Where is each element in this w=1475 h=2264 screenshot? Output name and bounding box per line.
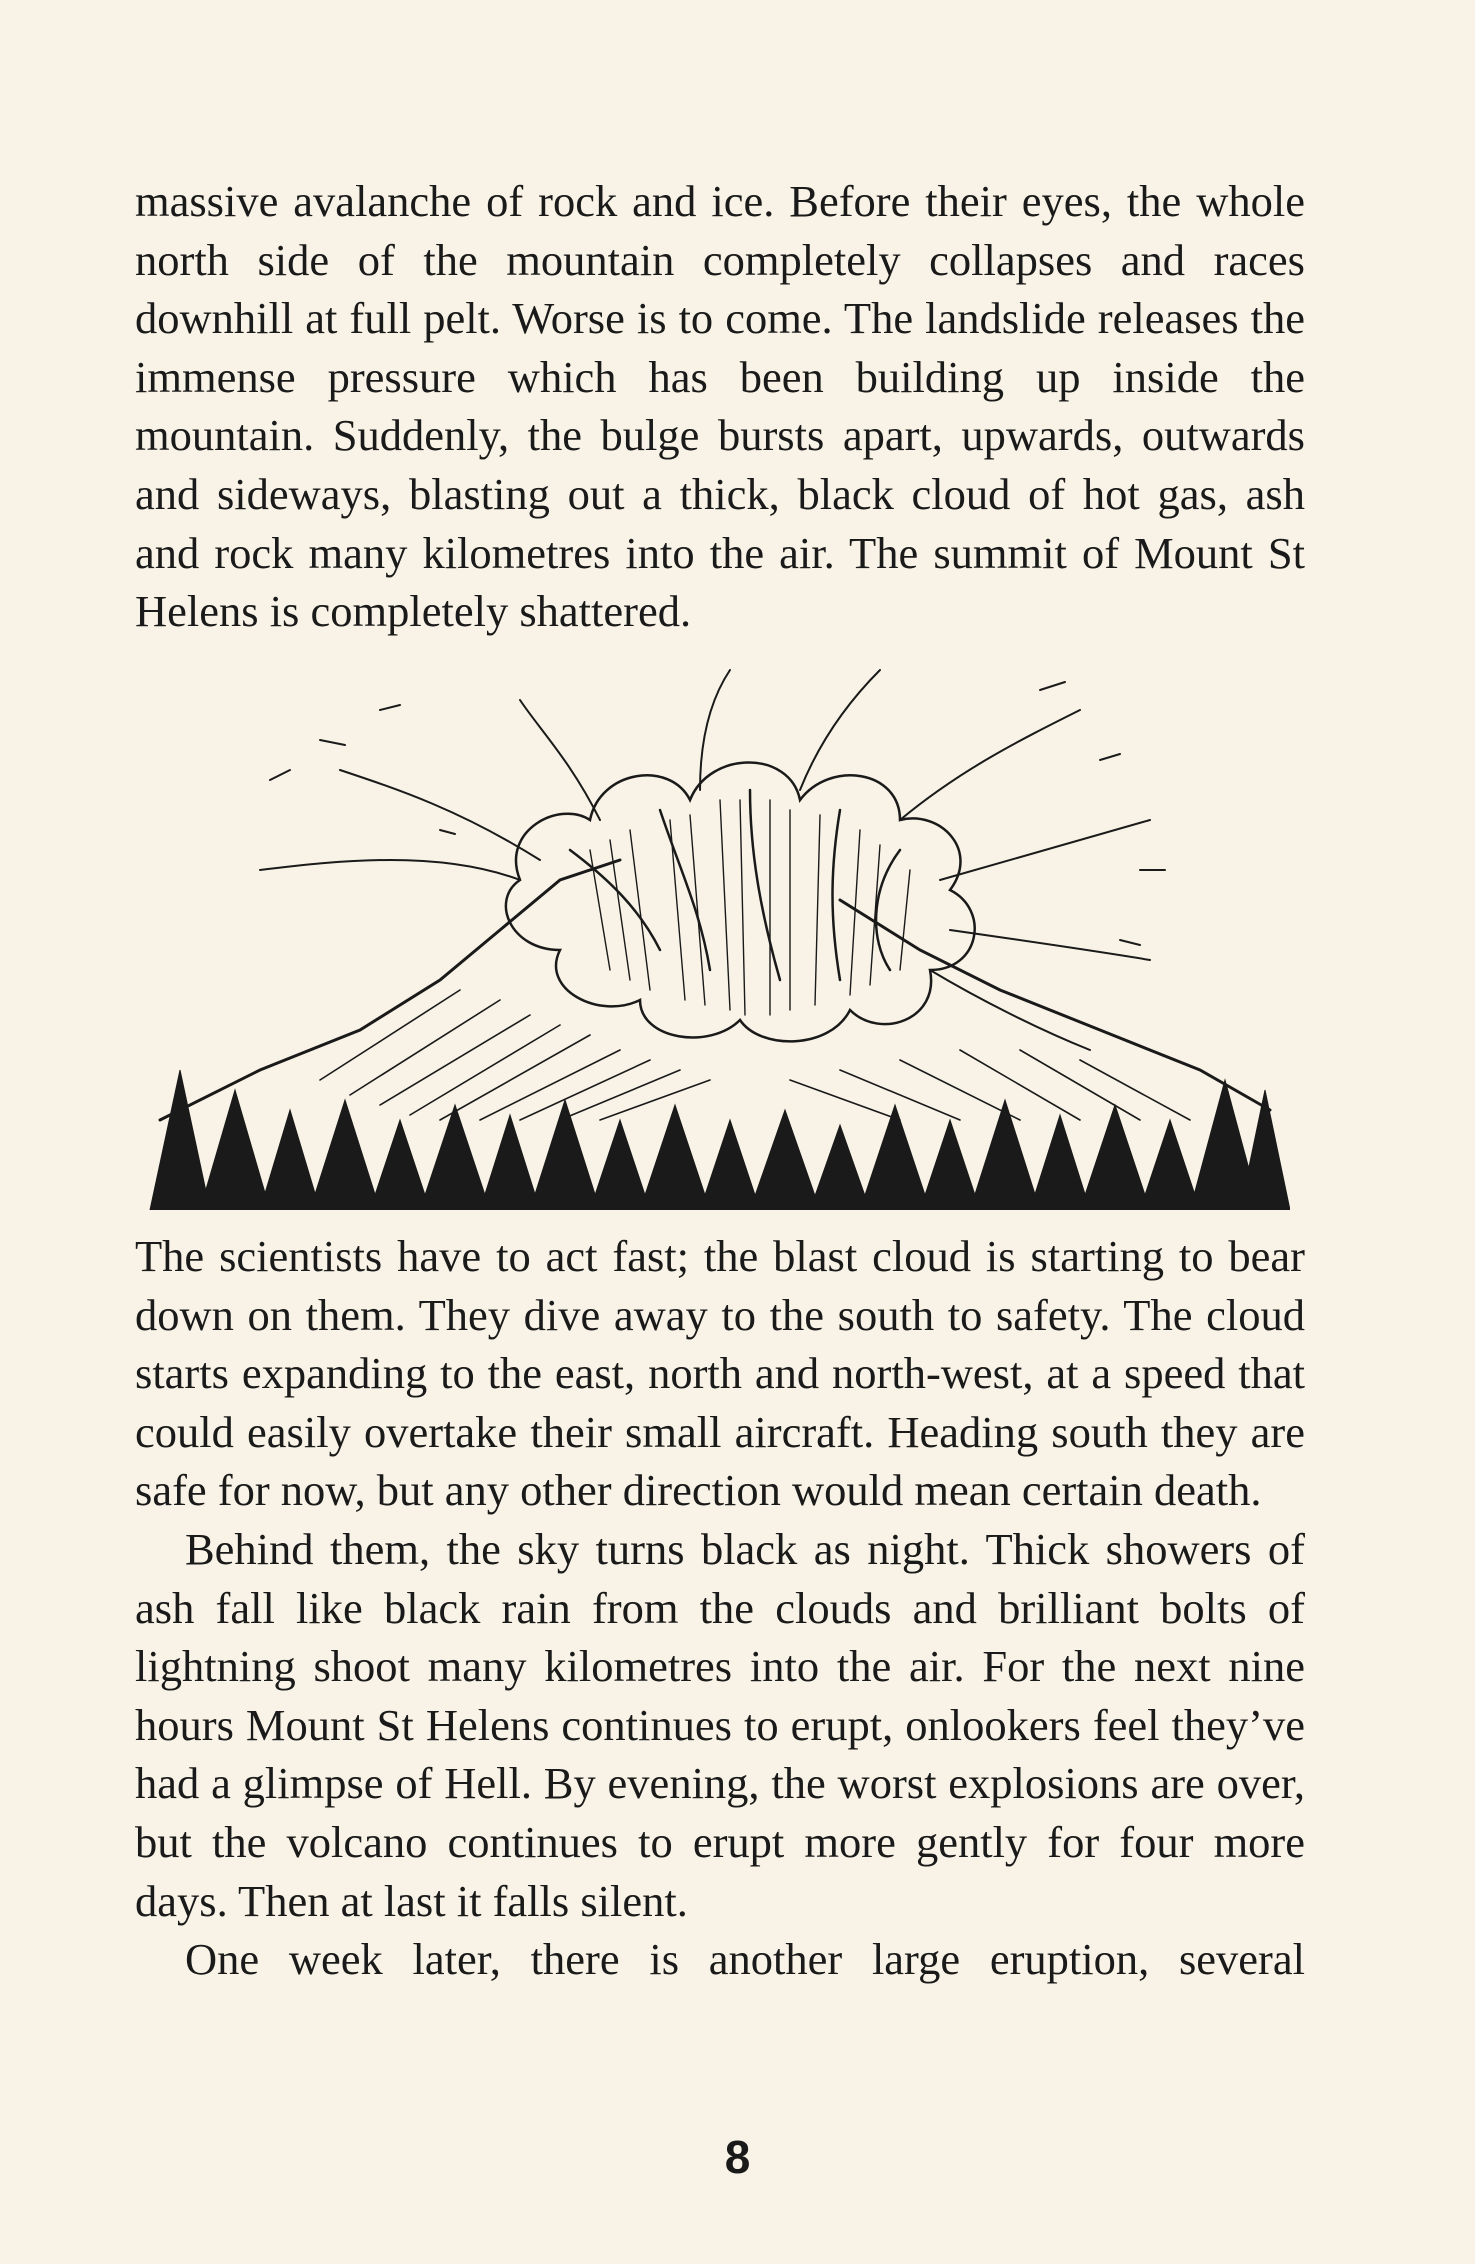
eruption-illustration bbox=[140, 650, 1290, 1210]
paragraph-avalanche: massive avalanche of rock and ice. Before their eyes, the whole north side of the mountain completely collapses and races downhill at full pelt. Worse is to come. The landslide releases the immense pressure which has been building up inside the mountain. Suddenly, the bulge bursts apart, upwards, outwards and sideways, blasting out a thick, black cloud of hot gas, ash and rock many kilometres into the air. The summit of Mount St Helens is completely shattered. bbox=[135, 176, 1305, 637]
page-number: 8 bbox=[724, 2131, 751, 2183]
paragraph-one-week-later: One week later, there is another large eruption, several bbox=[185, 1934, 1305, 1985]
paragraph-behind-them: Behind them, the sky turns black as night. Thick showers of ash fall like black rain from the clouds and brilliant bolts of lightning shoot many kilometres into the air. For the next nine hours Mount St Helens continues to erupt, onlookers feel they’ve had a glimpse of Hell. By evening, the worst explosions are over, but the volcano continues to erupt more gently for four more days. Then at last it falls silent. bbox=[135, 1523, 1305, 1926]
top-text-block bbox=[135, 172, 1305, 641]
bottom-text-block bbox=[135, 1227, 1305, 1989]
paragraph-scientists: The scientists have to act fast; the blast cloud is starting to bear down on them. They dive away to the south to safety. The cloud starts expanding to the east, north and north-west, at a speed that could easily overtake their small aircraft. Heading south they are safe for now, but any other direction would mean certain death. bbox=[135, 1231, 1305, 1516]
